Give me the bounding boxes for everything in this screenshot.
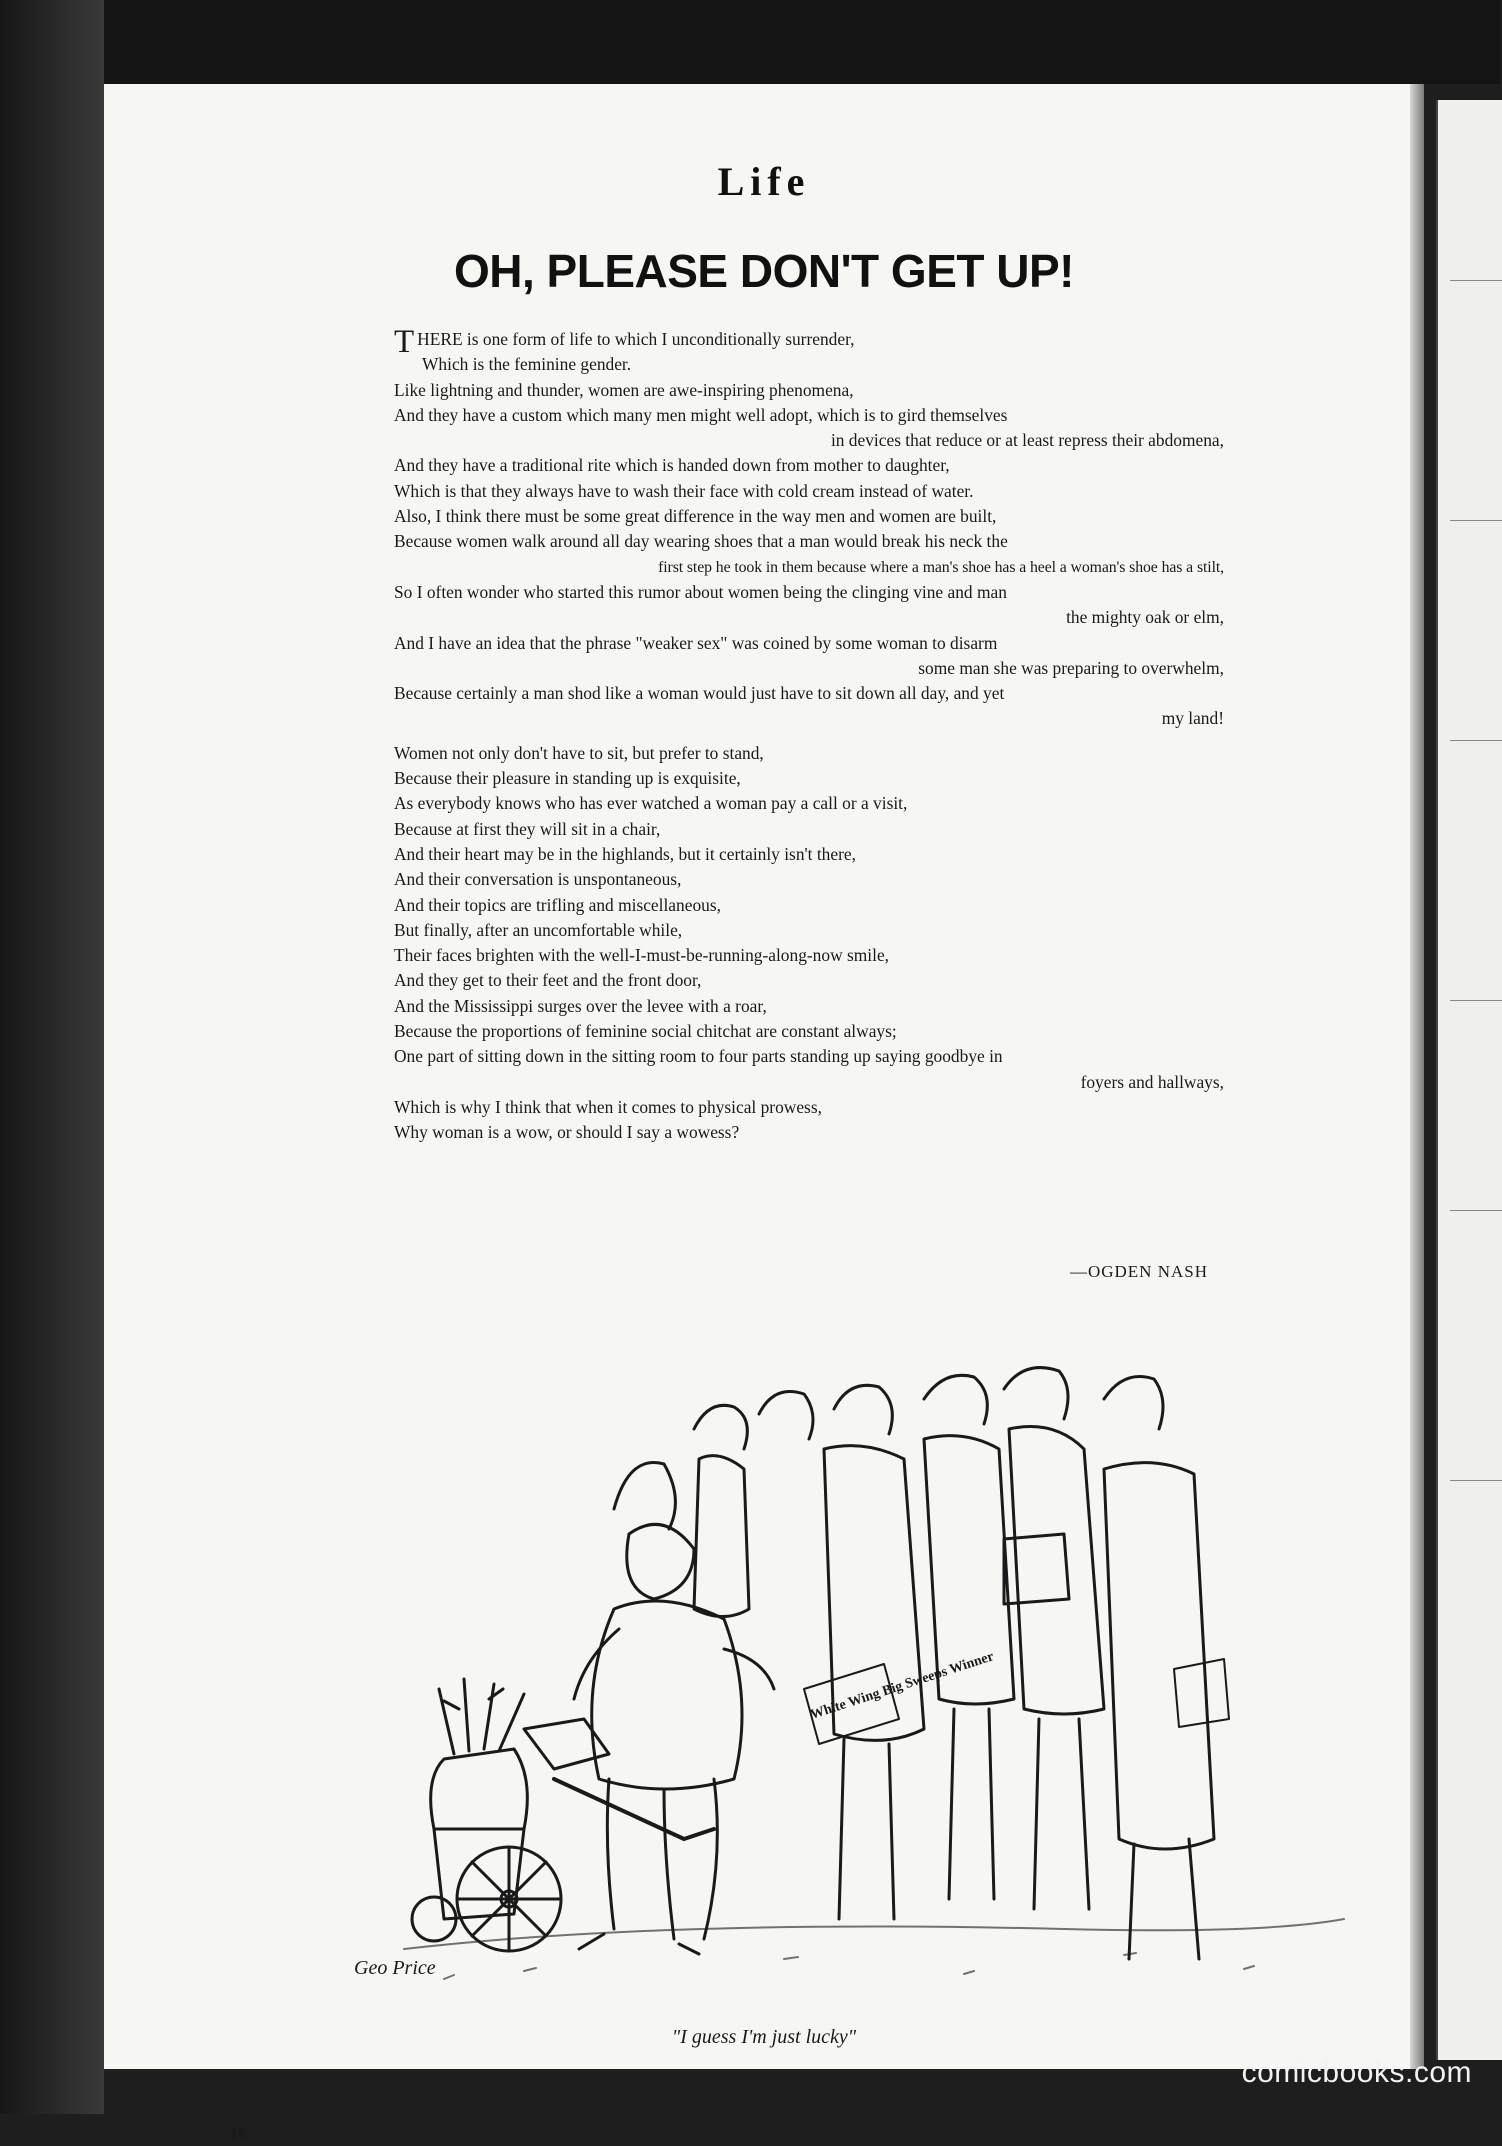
cartoon-ground xyxy=(404,1919,1344,1979)
adjacent-page-sliver xyxy=(1436,100,1502,2060)
poem-line: One part of sitting down in the sitting room to four parts standing up saying goodbye in xyxy=(394,1046,1003,1067)
poem-line: Their faces brighten with the well-I-must-be-running-along-now smile, xyxy=(394,945,890,966)
poem-line: And they get to their feet and the front door, xyxy=(394,970,702,991)
page-number: 16 xyxy=(229,2124,248,2145)
poem-byline: —OGDEN NASH xyxy=(1069,1262,1208,1281)
scan-background-top xyxy=(0,0,1500,84)
poem-line: Because at first they will sit in a chair, xyxy=(394,818,661,839)
poem-line: Which is why I think that when it comes to physical prowess, xyxy=(394,1096,822,1117)
poem-line-continuation: some man she was preparing to overwhelm, xyxy=(918,657,1224,678)
poem-line: As everybody knows who has ever watched a woman pay a call or a visit, xyxy=(394,793,908,814)
poem-line-continuation: my land! xyxy=(1161,708,1224,729)
poem-body xyxy=(394,324,1224,1146)
poem-line: And their topics are trifling and miscellaneous, xyxy=(394,894,721,915)
poem-line: So I often wonder who started this rumor about women being the clinging vine and man xyxy=(394,581,1007,602)
newspaper-headline: White Wing Big Sweeps Winner xyxy=(808,1649,996,1723)
poem-line: Like lightning and thunder, women are awe-inspiring phenomena, xyxy=(394,379,854,400)
drop-cap: T xyxy=(394,324,415,360)
poem-line: And their heart may be in the highlands, but it certainly isn't there, xyxy=(394,843,856,864)
poem-line: Why woman is a wow, or should I say a wowess? xyxy=(394,1122,740,1143)
site-watermark: comicbooks.com xyxy=(1241,2056,1472,2089)
poem-line-continuation: first step he took in them because where a man's shoe has a heel a woman's shoe has a stilt, xyxy=(658,558,1224,576)
poem-line: Because the proportions of feminine social chitchat are constant always; xyxy=(394,1021,897,1042)
poem-line: But finally, after an uncomfortable while, xyxy=(394,919,683,940)
poem-line-continuation: foyers and hallways, xyxy=(1080,1071,1224,1092)
poem-line: Which is the feminine gender. xyxy=(422,354,632,375)
scan-background-left xyxy=(0,0,104,2114)
poem-line: Which is that they always have to wash their face with cold cream instead of water. xyxy=(394,480,974,501)
poem-line: Also, I think there must be some great difference in the way men and women are built, xyxy=(394,506,997,527)
poem-line-text: HERE is one form of life to which I unconditionally surrender, xyxy=(417,329,855,349)
street-sweeper-figure xyxy=(574,1462,774,1954)
trash-cart xyxy=(412,1679,714,1951)
page-fold-shadow xyxy=(1410,84,1424,2069)
poem-line: And the Mississippi surges over the levee with a roar, xyxy=(394,995,767,1016)
artist-signature: Geo Price xyxy=(354,1957,436,1979)
cartoon-illustration xyxy=(354,1359,1364,1999)
poem-line: And I have an idea that the phrase "weaker sex" was coined by some woman to disarm xyxy=(394,632,998,653)
poem-line-1 xyxy=(394,324,1224,360)
cartoon-caption: "I guess I'm just lucky" xyxy=(671,2026,857,2048)
poem-line: And they have a traditional rite which is handed down from mother to daughter, xyxy=(394,455,950,476)
poem-line: Women not only don't have to sit, but prefer to stand, xyxy=(394,742,764,763)
poem-line-continuation: the mighty oak or elm, xyxy=(1066,607,1224,628)
poem-line: Because women walk around all day wearing shoes that a man would break his neck the xyxy=(394,531,1008,552)
magazine-masthead: Life xyxy=(717,159,811,204)
poem-line: Because certainly a man shod like a woman would just have to sit down all day, and yet xyxy=(394,683,1005,704)
poem-line-continuation: in devices that reduce or at least repress their abdomena, xyxy=(830,430,1224,451)
poem-title: OH, PLEASE DON'T GET UP! xyxy=(454,245,1074,297)
poem-line: Because their pleasure in standing up is exquisite, xyxy=(394,768,741,789)
poem-line: And their conversation is unspontaneous, xyxy=(394,869,682,890)
poem-line: And they have a custom which many men might well adopt, which is to gird themselves xyxy=(394,404,1008,425)
